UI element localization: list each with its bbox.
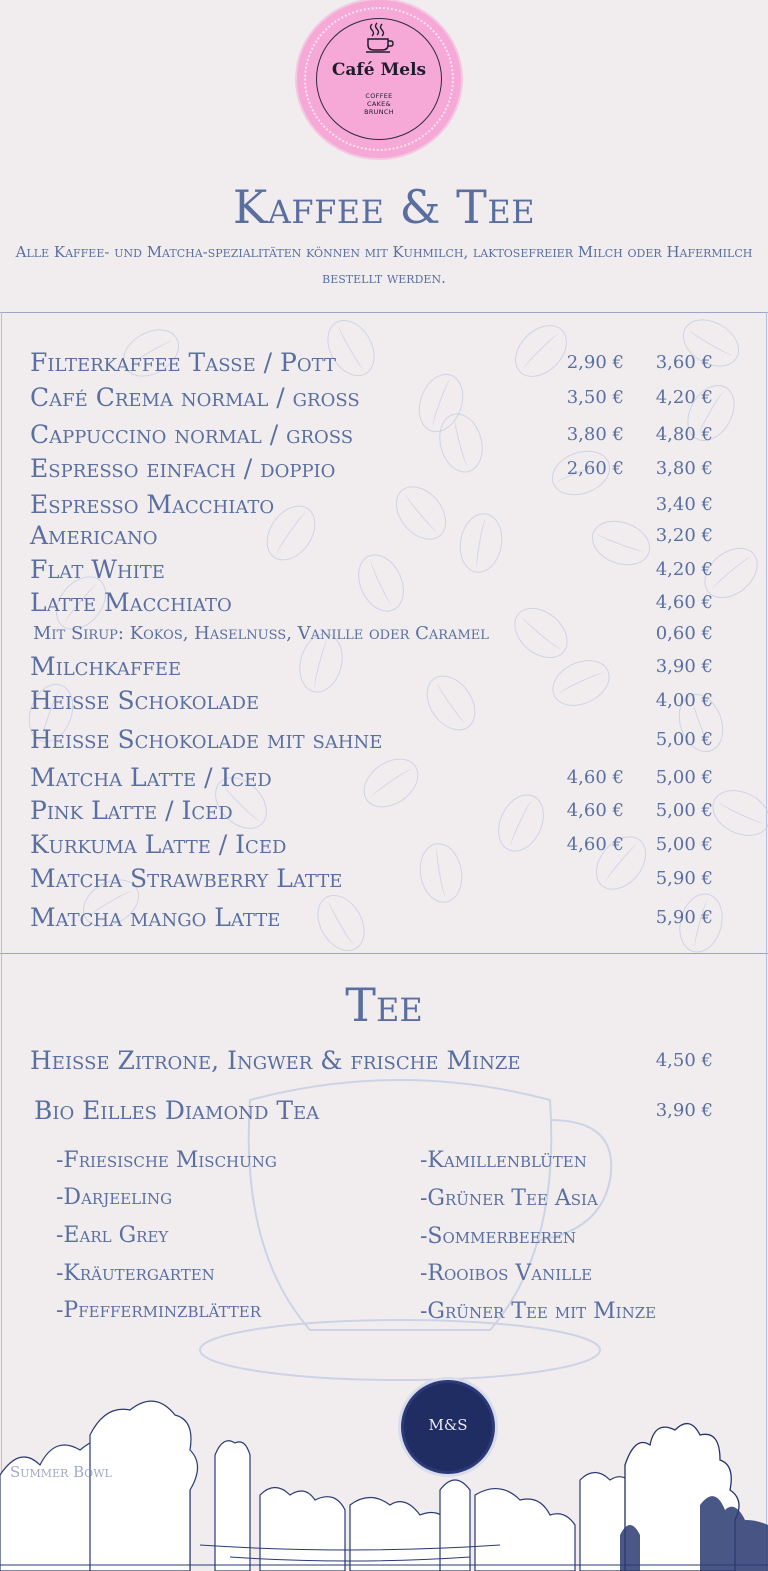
tea-variety: -Kamillenblüten: [420, 1148, 587, 1173]
menu-item: [0, 863, 768, 895]
price-large: 5,00 €: [655, 767, 713, 788]
price-large: 4,60 €: [655, 592, 713, 613]
logo-tagline-line: CAKE&: [367, 100, 391, 108]
tea-variety: -Earl Grey: [56, 1223, 169, 1248]
price-large: 4,80 €: [655, 424, 713, 445]
page-title: Kaffee & Tee: [232, 180, 536, 234]
tea-variety: -Rooibos Vanille: [420, 1261, 593, 1286]
menu-item: [0, 724, 768, 756]
menu-item-name: Milchkaffee: [30, 652, 182, 681]
logo-tagline: [297, 92, 461, 116]
price-large: 4,20 €: [655, 559, 713, 580]
menu-item: [0, 1045, 768, 1077]
menu-item-name: Flat White: [30, 555, 165, 584]
menu-item-name: Espresso einfach / doppio: [30, 454, 336, 483]
menu-item-name: Matcha Latte / Iced: [30, 763, 272, 792]
tea-variety: -Grüner Tee Asia: [420, 1186, 598, 1211]
price-large: 3,80 €: [655, 458, 713, 479]
menu-item-name: Heisse Schokolade mit sahne: [30, 725, 383, 754]
menu-item: [0, 419, 768, 451]
price-small: 4,60 €: [566, 834, 624, 855]
menu-item-name: Espresso Macchiato: [30, 490, 275, 519]
menu-item-name: Heisse Schokolade: [30, 686, 260, 715]
menu-item: [0, 489, 768, 521]
price-large: 5,00 €: [655, 800, 713, 821]
logo-tagline-line: COFFEE: [365, 92, 393, 100]
price-small: 2,90 €: [566, 352, 624, 373]
menu-item: [0, 685, 768, 717]
price-small: 3,50 €: [566, 387, 624, 408]
price-large: 5,00 €: [655, 729, 713, 750]
menu-item: [0, 347, 768, 379]
price-large: 4,20 €: [655, 387, 713, 408]
menu-item-name: Latte Macchiato: [30, 588, 232, 617]
price-large: 5,90 €: [655, 868, 713, 889]
tea-variety: -Pfefferminzblätter: [56, 1298, 262, 1323]
menu-item: [0, 1095, 768, 1127]
tea-variety: -Friesische Mischung: [56, 1148, 277, 1173]
price-large: 5,90 €: [655, 907, 713, 928]
tea-variety: -Darjeeling: [56, 1185, 173, 1210]
menu-item-name: Kurkuma Latte / Iced: [30, 830, 287, 859]
menu-item-name: Cappuccino normal / gross: [30, 420, 354, 449]
logo-name: Café Mels: [331, 60, 427, 80]
menu-item: [0, 382, 768, 414]
menu-item: [0, 651, 768, 683]
menu-item-name: Heisse Zitrone, Ingwer & frische Minze: [30, 1046, 521, 1075]
tea-variety: -Kräutergarten: [56, 1261, 215, 1286]
price-large: 3,90 €: [655, 656, 713, 677]
price-large: 0,60 €: [655, 623, 713, 644]
menu-item-name: Pink Latte / Iced: [30, 796, 233, 825]
price: 4,50 €: [655, 1050, 713, 1071]
ms-seal-logo: [404, 1383, 492, 1471]
logo-tagline-line: BRUNCH: [364, 108, 394, 116]
faded-caption: Summer Bowl: [10, 1463, 112, 1481]
menu-item: [0, 902, 768, 934]
menu-item: [0, 829, 768, 861]
price-large: 5,00 €: [655, 834, 713, 855]
seal-text: M&S: [428, 1416, 468, 1434]
menu-item: [0, 520, 768, 552]
intro-note: Alle Kaffee- und Matcha-spezialitäten können mit Kuhmilch, laktosefreier Milch oder Hafermilch bestellt werden.: [15, 243, 753, 287]
price-small: 4,60 €: [566, 800, 624, 821]
landscape-illustration: [0, 1395, 768, 1571]
menu-item-name: Americano: [30, 521, 158, 550]
price-small: 2,60 €: [566, 458, 624, 479]
menu-item-name: Mit Sirup: Kokos, Haselnuss, Vanille oder Caramel: [33, 623, 489, 644]
menu-item: [0, 453, 768, 485]
menu-item-name: Bio Eilles Diamond Tea: [34, 1096, 320, 1125]
price-large: 4,00 €: [655, 690, 713, 711]
price-small: 4,60 €: [566, 767, 624, 788]
menu-item-name: Matcha Strawberry Latte: [30, 864, 343, 893]
menu-item-addon: [0, 618, 768, 650]
menu-item-name: Café Crema normal / gross: [30, 383, 360, 412]
coffee-cup-icon: [361, 20, 395, 54]
menu-item: [0, 795, 768, 827]
menu-item-name: Filterkaffee Tasse / Pott: [30, 348, 336, 377]
price-large: 3,20 €: [655, 525, 713, 546]
price-large: 3,60 €: [655, 352, 713, 373]
menu-item-name: Matcha mango Latte: [30, 903, 281, 932]
menu-item: [0, 762, 768, 794]
section-title-tee: Tee: [345, 978, 423, 1032]
divider-middle: [0, 953, 768, 954]
cafe-logo: [297, 0, 461, 158]
price-small: 3,80 €: [566, 424, 624, 445]
tea-variety: -Sommerbeeren: [420, 1224, 577, 1249]
menu-item: [0, 587, 768, 619]
menu-item: [0, 554, 768, 586]
price: 3,90 €: [655, 1100, 713, 1121]
tea-variety: -Grüner Tee mit Minze: [420, 1299, 657, 1324]
price-large: 3,40 €: [655, 494, 713, 515]
